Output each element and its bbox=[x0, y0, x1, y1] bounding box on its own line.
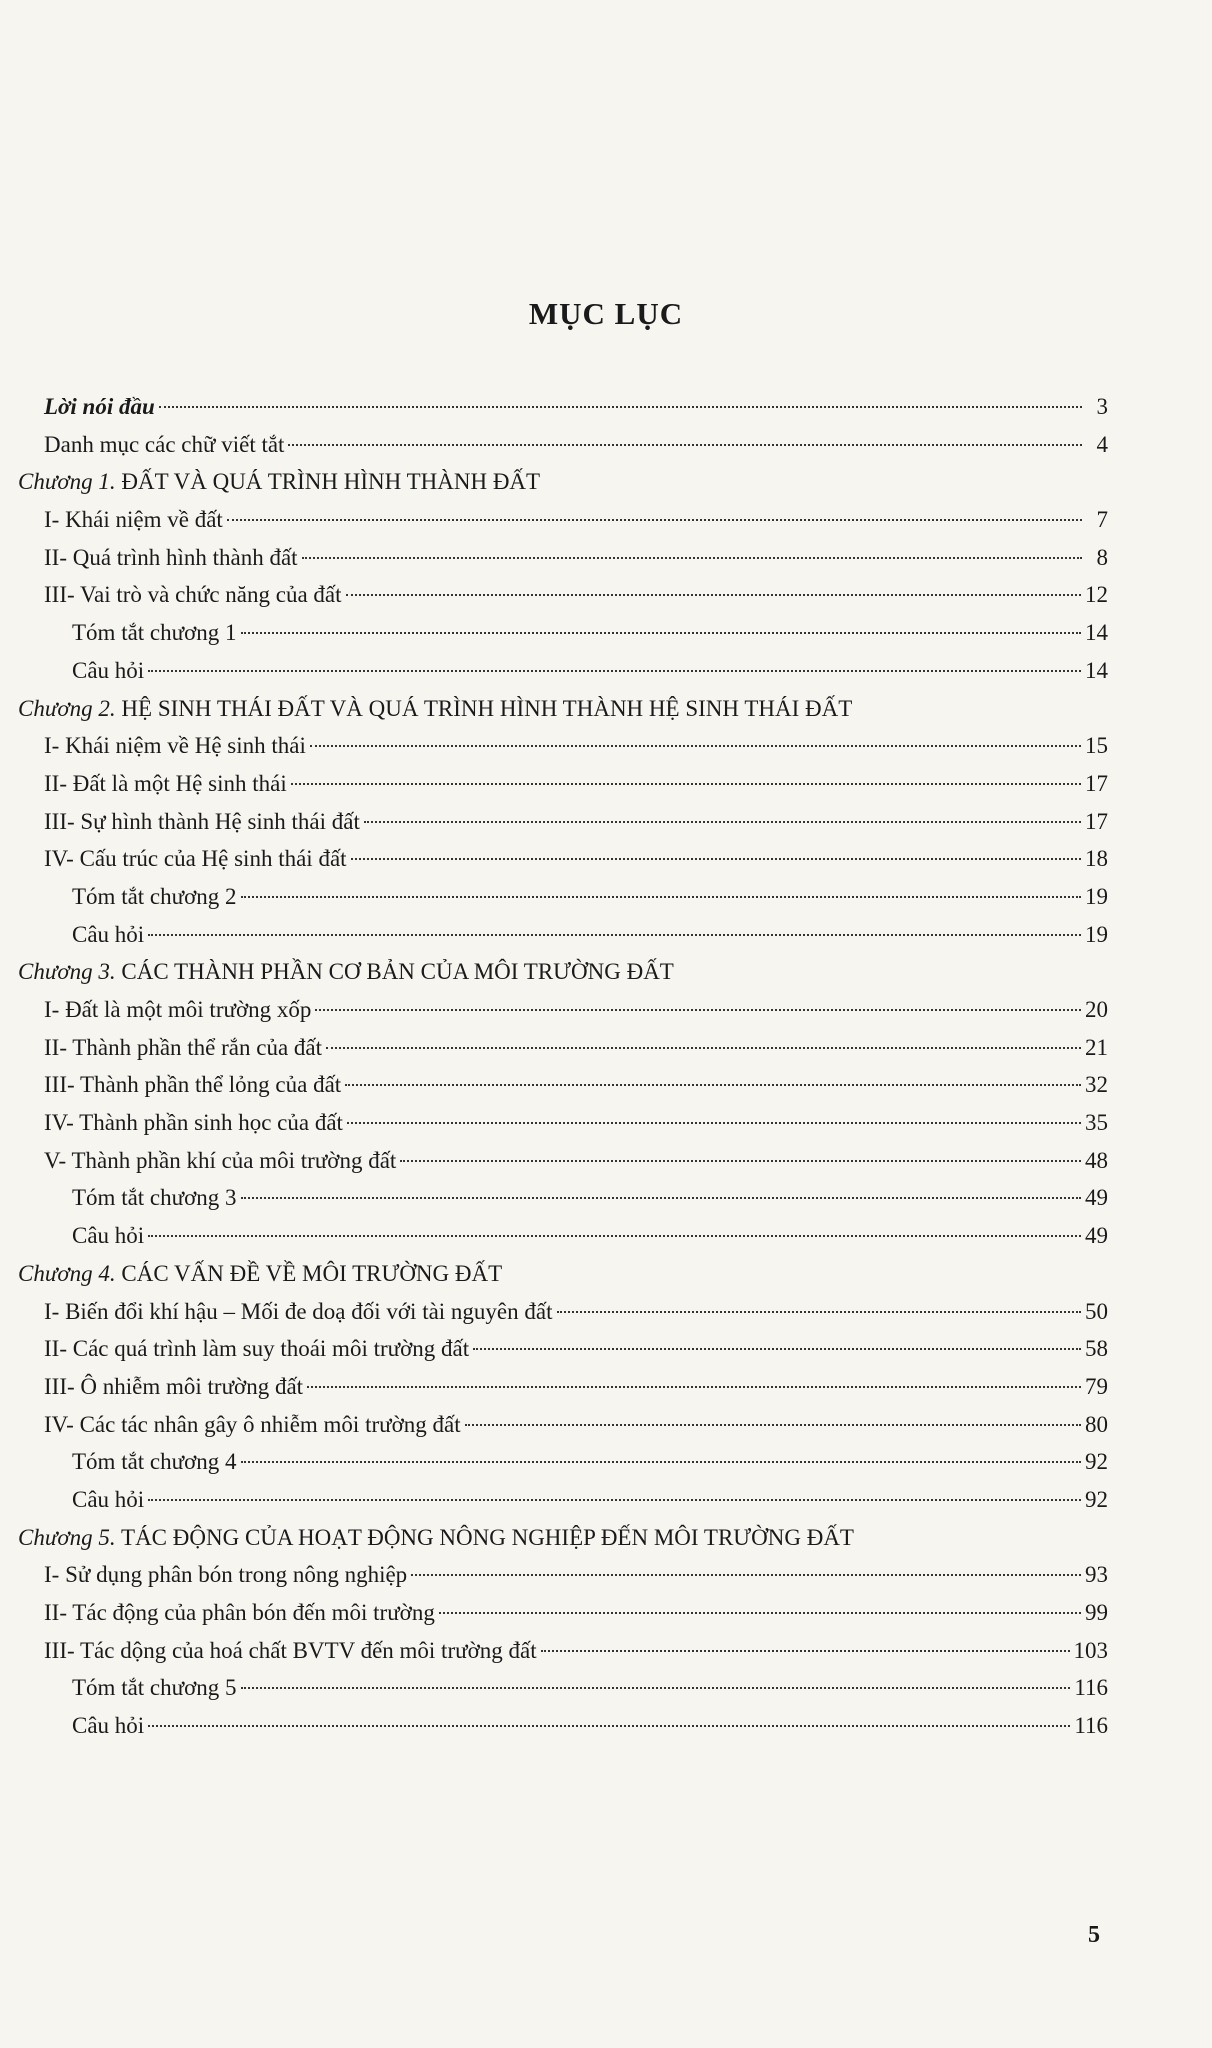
toc-entry-label: Câu hỏi bbox=[72, 1223, 145, 1249]
toc-entry-page: 20 bbox=[1085, 997, 1108, 1022]
toc-entry bbox=[18, 840, 1108, 878]
toc-entry-label: Tóm tắt chương 3 bbox=[72, 1185, 237, 1211]
toc-entry-page: 50 bbox=[1085, 1298, 1108, 1324]
toc-entry bbox=[18, 1029, 1108, 1067]
dot-leader bbox=[227, 519, 1082, 521]
toc-entry-page: 14 bbox=[1085, 657, 1108, 683]
toc-entry-page: 21 bbox=[1085, 1034, 1108, 1060]
toc-entry-page: 32 bbox=[1085, 1072, 1108, 1098]
dot-leader bbox=[302, 557, 1082, 559]
dot-leader bbox=[400, 1160, 1081, 1162]
dot-leader bbox=[307, 1386, 1081, 1388]
toc-entry-preface bbox=[18, 388, 1108, 426]
toc-entry bbox=[18, 1406, 1108, 1444]
toc-entry-page: 116 bbox=[1074, 1675, 1108, 1701]
chapter-heading-5 bbox=[18, 1519, 1108, 1557]
toc-entry bbox=[18, 1293, 1108, 1331]
chapter-prefix: Chương 2. bbox=[18, 695, 116, 721]
toc-entry-label: Tóm tắt chương 4 bbox=[72, 1449, 237, 1475]
toc-entry bbox=[18, 1104, 1108, 1142]
dot-leader bbox=[310, 745, 1081, 747]
chapter-heading-2 bbox=[18, 690, 1108, 728]
toc-entry-label: Lời nói đầu bbox=[44, 394, 155, 419]
toc-entry bbox=[18, 916, 1108, 954]
toc-entry-page: 79 bbox=[1085, 1373, 1108, 1399]
dot-leader bbox=[315, 1009, 1081, 1011]
toc-entry-page: 12 bbox=[1085, 582, 1108, 608]
toc-entry-label: IV- Các tác nhân gây ô nhiễm môi trường đất bbox=[44, 1411, 461, 1437]
toc-entry-page: 49 bbox=[1085, 1185, 1108, 1211]
toc-entry-label: III- Vai trò và chức năng của đất bbox=[44, 582, 342, 608]
chapter-title: ĐẤT VÀ QUÁ TRÌNH HÌNH THÀNH ĐẤT bbox=[121, 469, 541, 495]
toc-entry bbox=[18, 1179, 1108, 1217]
toc-entry-page: 92 bbox=[1085, 1486, 1108, 1512]
dot-leader bbox=[465, 1424, 1081, 1426]
toc-entry bbox=[18, 765, 1108, 803]
toc-entry-page: 19 bbox=[1085, 883, 1108, 909]
toc-entry-label: I- Đất là một môi trường xốp bbox=[44, 997, 312, 1022]
chapter-title: TÁC ĐỘNG CỦA HOẠT ĐỘNG NÔNG NGHIỆP ĐẾN MÔI TRƯỜNG ĐẤT bbox=[121, 1524, 854, 1550]
toc-entry bbox=[18, 1330, 1108, 1368]
toc-entry-page: 14 bbox=[1085, 620, 1108, 646]
dot-leader bbox=[241, 896, 1081, 898]
dot-leader bbox=[241, 1461, 1081, 1463]
toc-entry-label: Tóm tắt chương 2 bbox=[72, 883, 237, 909]
toc-entry-label: III- Thành phần thể lỏng của đất bbox=[44, 1072, 342, 1098]
toc-entry-page: 49 bbox=[1085, 1223, 1108, 1249]
toc-entry bbox=[18, 576, 1108, 614]
toc-entry bbox=[18, 1594, 1108, 1632]
toc-entry-page: 93 bbox=[1085, 1562, 1108, 1588]
dot-leader bbox=[411, 1574, 1081, 1576]
dot-leader bbox=[241, 632, 1081, 634]
toc-entry-label: I- Khái niệm về đất bbox=[44, 507, 223, 533]
dot-leader bbox=[148, 670, 1081, 672]
toc-entry-page: 35 bbox=[1085, 1110, 1108, 1136]
dot-leader bbox=[541, 1650, 1070, 1652]
dot-leader bbox=[364, 821, 1081, 823]
toc-entry-page: 58 bbox=[1085, 1336, 1108, 1362]
page-title: MỤC LỤC bbox=[528, 296, 684, 331]
toc-entry-label: I- Sử dụng phân bón trong nông nghiệp bbox=[44, 1562, 408, 1588]
toc-entry bbox=[18, 991, 1108, 1029]
chapter-heading-3 bbox=[18, 953, 1108, 991]
toc-entry bbox=[18, 614, 1108, 652]
toc-entry bbox=[18, 1066, 1108, 1104]
dot-leader bbox=[291, 783, 1081, 785]
toc-entry-label: V- Thành phần khí của môi trường đất bbox=[44, 1147, 397, 1173]
toc-entry-page: 17 bbox=[1085, 808, 1108, 834]
dot-leader bbox=[241, 1687, 1071, 1689]
toc-entry-page: 92 bbox=[1085, 1449, 1108, 1475]
toc-entry-label: Tóm tắt chương 1 bbox=[72, 620, 237, 646]
toc-entry bbox=[18, 1217, 1108, 1255]
dot-leader bbox=[557, 1311, 1082, 1313]
dot-leader bbox=[439, 1612, 1081, 1614]
toc-entry bbox=[18, 539, 1108, 577]
toc-entry-abbreviations bbox=[18, 426, 1108, 464]
page-number: 5 bbox=[1088, 1922, 1100, 1948]
dot-leader bbox=[241, 1197, 1081, 1199]
toc-entry bbox=[18, 652, 1108, 690]
toc-entry bbox=[18, 878, 1108, 916]
chapter-title: CÁC VẤN ĐỀ VỀ MÔI TRƯỜNG ĐẤT bbox=[121, 1260, 503, 1286]
toc-entry-page: 99 bbox=[1085, 1600, 1108, 1625]
toc-entry-label: II- Quá trình hình thành đất bbox=[44, 544, 298, 570]
toc-entry bbox=[18, 727, 1108, 765]
toc-entry bbox=[18, 1669, 1108, 1707]
dot-leader bbox=[345, 1084, 1081, 1086]
toc-entry-label: Câu hỏi bbox=[72, 657, 145, 683]
toc-entry-label: Câu hỏi bbox=[72, 1486, 145, 1512]
toc-entry-label: Tóm tắt chương 5 bbox=[72, 1675, 237, 1701]
toc-entry-label: Danh mục các chữ viết tắt bbox=[44, 431, 285, 457]
toc-entry-label: III- Ô nhiễm môi trường đất bbox=[44, 1373, 304, 1399]
toc-entry-label: I- Khái niệm về Hệ sinh thái bbox=[44, 733, 306, 759]
toc-entry-page: 15 bbox=[1085, 733, 1108, 759]
chapter-prefix: Chương 5. bbox=[18, 1524, 116, 1550]
toc-entry-page: 48 bbox=[1085, 1147, 1108, 1173]
toc-entry bbox=[18, 1632, 1108, 1670]
toc-entry bbox=[18, 1556, 1108, 1594]
chapter-heading-4 bbox=[18, 1255, 1108, 1293]
dot-leader bbox=[288, 444, 1082, 446]
toc-entry bbox=[18, 1481, 1108, 1519]
toc-entry-label: II- Đất là một Hệ sinh thái bbox=[44, 770, 287, 796]
toc-entry-page: 18 bbox=[1085, 846, 1108, 872]
toc-entry-page: 8 bbox=[1096, 544, 1108, 570]
toc-entry-label: II- Các quá trình làm suy thoái môi trường đất bbox=[44, 1336, 470, 1362]
toc-entry-label: IV- Thành phần sinh học của đất bbox=[44, 1110, 343, 1136]
toc-entry-page: 19 bbox=[1085, 921, 1108, 947]
toc-entry-label: Câu hỏi bbox=[72, 921, 145, 947]
dot-leader bbox=[346, 594, 1082, 596]
toc-entry-page: 103 bbox=[1073, 1637, 1108, 1663]
toc-entry-label: III- Sự hình thành Hệ sinh thái đất bbox=[44, 808, 360, 834]
dot-leader bbox=[148, 1725, 1070, 1727]
dot-leader bbox=[347, 1122, 1081, 1124]
table-of-contents bbox=[18, 388, 1108, 1745]
toc-entry-page: 17 bbox=[1085, 770, 1108, 796]
toc-entry-page: 4 bbox=[1096, 431, 1108, 457]
chapter-prefix: Chương 1. bbox=[18, 469, 116, 495]
toc-entry-label: I- Biến đổi khí hậu – Mối đe doạ đối với tài nguyên đất bbox=[44, 1298, 553, 1324]
toc-entry-page: 80 bbox=[1085, 1411, 1108, 1437]
toc-entry-label: III- Tác dộng của hoá chất BVTV đến môi trường đất bbox=[44, 1637, 537, 1663]
toc-entry bbox=[18, 1142, 1108, 1180]
chapter-title: CÁC THÀNH PHẦN CƠ BẢN CỦA MÔI TRƯỜNG ĐẤT bbox=[121, 959, 674, 985]
toc-entry-label: Câu hỏi bbox=[72, 1713, 145, 1739]
toc-entry-page: 7 bbox=[1096, 507, 1108, 533]
toc-entry-label: IV- Cấu trúc của Hệ sinh thái đất bbox=[44, 846, 347, 872]
toc-entry-label: II- Tác động của phân bón đến môi trường bbox=[44, 1600, 435, 1625]
dot-leader bbox=[473, 1348, 1081, 1350]
toc-entry-label: II- Thành phần thể rắn của đất bbox=[44, 1034, 323, 1060]
toc-entry bbox=[18, 1707, 1108, 1745]
dot-leader bbox=[148, 1499, 1081, 1501]
toc-entry bbox=[18, 501, 1108, 539]
toc-entry bbox=[18, 1443, 1108, 1481]
toc-entry-page: 116 bbox=[1074, 1713, 1108, 1739]
dot-leader bbox=[148, 1235, 1081, 1237]
dot-leader bbox=[148, 934, 1081, 936]
dot-leader bbox=[351, 858, 1081, 860]
toc-entry-page: 3 bbox=[1096, 394, 1108, 419]
dot-leader bbox=[326, 1047, 1081, 1049]
chapter-prefix: Chương 4. bbox=[18, 1260, 116, 1286]
dot-leader bbox=[159, 406, 1082, 408]
chapter-heading-1 bbox=[18, 463, 1108, 501]
toc-entry bbox=[18, 1368, 1108, 1406]
toc-entry bbox=[18, 803, 1108, 841]
chapter-title: HỆ SINH THÁI ĐẤT VÀ QUÁ TRÌNH HÌNH THÀNH HỆ SINH THÁI ĐẤT bbox=[121, 695, 853, 721]
chapter-prefix: Chương 3. bbox=[18, 959, 116, 985]
